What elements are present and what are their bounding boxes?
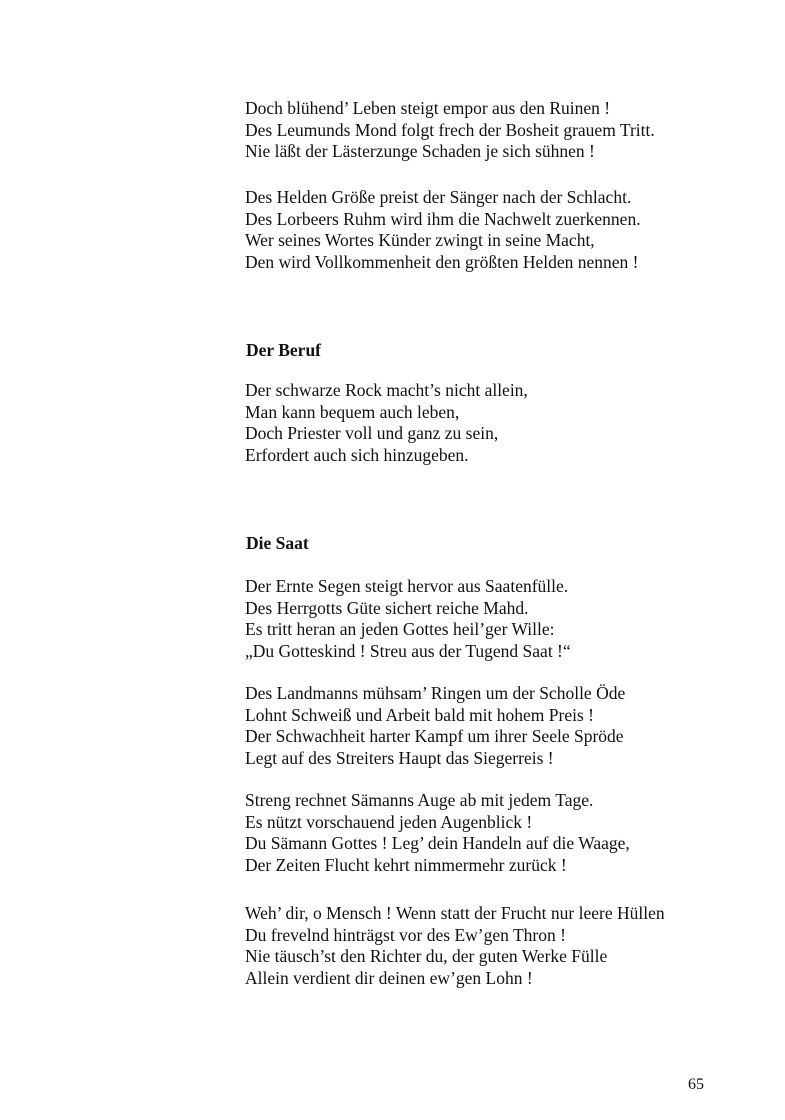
verse-line: Des Herrgotts Güte sichert reiche Mahd. [245, 597, 529, 618]
poem-title: Die Saat [246, 533, 309, 553]
poem-stanza [245, 903, 745, 989]
poem-stanza [245, 576, 745, 662]
verse-line: Du Sämann Gottes ! Leg’ dein Handeln auf die Waage, [245, 833, 630, 853]
poem-stanza [245, 683, 745, 769]
verse-line: Des Landmanns mühsam’ Ringen um der Scholle Öde [245, 683, 626, 703]
verse-line: Doch Priester voll und ganz zu sein, [245, 423, 499, 443]
verse-line: Streng rechnet Sämanns Auge ab mit jedem Tage. [245, 790, 594, 810]
verse-line: Legt auf des Streiters Haupt das Siegerreis ! [245, 747, 554, 768]
poem-title: Der Beruf [246, 340, 321, 360]
verse-line: Nie läßt der Lästerzunge Schaden je sich sühnen ! [245, 141, 595, 161]
poem-stanza [245, 790, 745, 876]
poem-stanza [245, 98, 745, 163]
verse-line: Es nützt vorschauend jeden Augenblick ! [245, 811, 533, 832]
verse-line: Du frevelnd hinträgst vor des Ew’gen Thron ! [245, 924, 566, 945]
verse-line: Der schwarze Rock macht’s nicht allein, [245, 380, 528, 400]
verse-line: Der Zeiten Flucht kehrt nimmermehr zurück ! [245, 854, 567, 875]
poem-stanza [245, 380, 745, 466]
verse-line: Erfordert auch sich hinzugeben. [245, 444, 469, 465]
verse-line: Es tritt heran an jeden Gottes heil’ger Wille: [245, 619, 555, 639]
page-number: 65 [688, 1076, 704, 1093]
verse-line: Der Schwachheit harter Kampf um ihrer Seele Spröde [245, 726, 624, 746]
verse-line: Allein verdient dir deinen ew’gen Lohn ! [245, 967, 533, 988]
verse-line: Lohnt Schweiß und Arbeit bald mit hohem Preis ! [245, 704, 594, 725]
verse-line: Des Helden Größe preist der Sänger nach der Schlacht. [245, 187, 632, 207]
verse-line: Der Ernte Segen steigt hervor aus Saatenfülle. [245, 576, 569, 596]
verse-line: Wer seines Wortes Künder zwingt in seine Macht, [245, 230, 595, 250]
verse-line: Man kann bequem auch leben, [245, 401, 460, 422]
verse-line: Nie täusch’st den Richter du, der guten Werke Fülle [245, 946, 608, 966]
verse-line: „Du Gotteskind ! Streu aus der Tugend Saat !“ [245, 640, 571, 661]
verse-line: Doch blühend’ Leben steigt empor aus den Ruinen ! [245, 98, 611, 118]
verse-line: Weh’ dir, o Mensch ! Wenn statt der Frucht nur leere Hüllen [245, 903, 665, 923]
verse-line: Des Lorbeers Ruhm wird ihm die Nachwelt zuerkennen. [245, 208, 641, 229]
poem-stanza [245, 187, 745, 273]
verse-line: Den wird Vollkommenheit den größten Helden nennen ! [245, 251, 639, 272]
verse-line: Des Leumunds Mond folgt frech der Bosheit grauem Tritt. [245, 119, 655, 140]
